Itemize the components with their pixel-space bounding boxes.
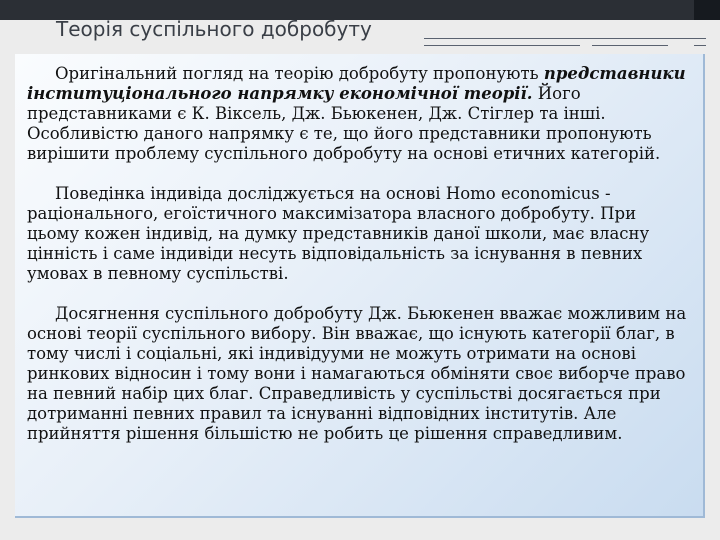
paragraph-2: Поведінка індивіда досліджується на основі Homo economicus - раціонального, егоїстичного максимізатора власного добробуту. При цьому кожен індивід, на думку представників даної школи, має власну цінність і саме індивіди несуть відповідальність за існування в певних умовах в певному суспільстві.	[27, 184, 650, 283]
title-rule-bottom-mid	[592, 45, 668, 46]
header-bar-accent	[694, 0, 720, 20]
paragraph-1	[27, 64, 691, 164]
paragraph-1-rest: Його представниками є К. Віксель, Дж. Бьюкенен, Дж. Стіглер та інші. Особливістю даного напрямку є те, що його представники пропонують вирішити проблему суспільного добробуту на основі етичних категорій.	[27, 84, 661, 163]
paragraph-1-intro: Оригінальний погляд на теорію добробуту пропонують	[55, 64, 544, 83]
paragraph-1-emphasis: представники інституціонального напрямку економічної теорії.	[27, 64, 686, 103]
slide-content-box	[15, 54, 705, 518]
paragraph-3: Досягнення суспільного добробуту Дж. Бьюкенен вважає можливим на основі теорії суспільного вибору. Він вважає, що існують категорії благ, в тому числі і соціальні, які індивідууми не можуть отримати на основі ринкових відносин і тому вони і намагаються обміняти своє виборче право на певний набір цих благ. Справедливість у суспільстві досягається при дотриманні певних правил та існуванні відповідних інститутів. Але прийняття рішення більшістю не робить це рішення справедливим.	[27, 304, 687, 443]
slide-title: Теорія суспільного добробуту	[56, 17, 372, 41]
title-rule-bottom-right	[694, 45, 706, 46]
title-rule-bottom-left	[424, 45, 580, 46]
title-rule-top	[424, 38, 706, 39]
